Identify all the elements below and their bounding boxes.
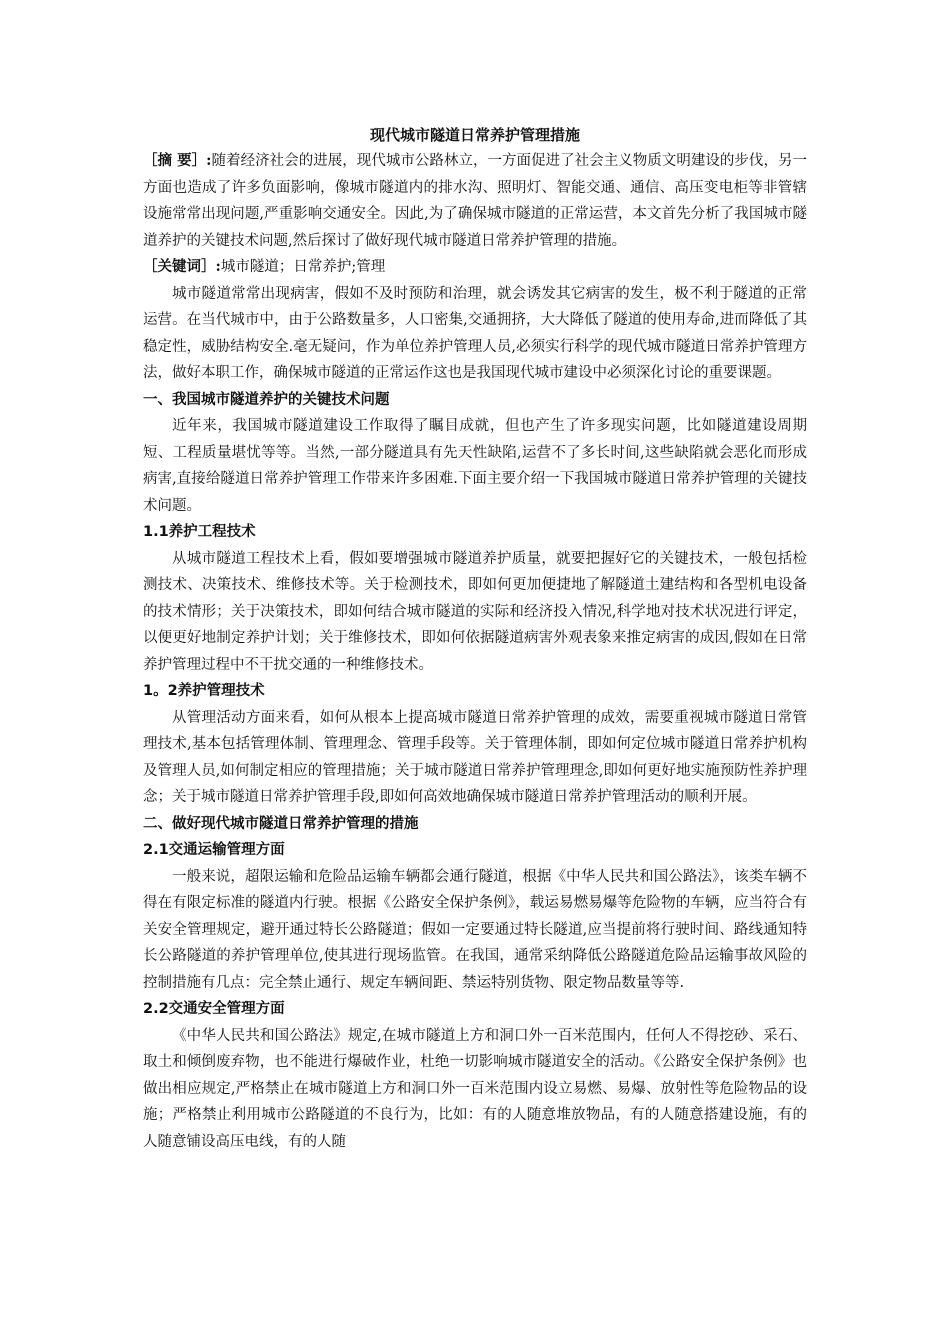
- section-2-2-heading: 2.2交通安全管理方面: [143, 1001, 285, 1017]
- section-2-heading: 二、做好现代城市隧道日常养护管理的措施: [143, 815, 419, 832]
- abstract-text: 随着经济社会的进展，现代城市公路林立，一方面促进了社会主义物质文明建设的步伐，另一方面也造成了许多负面影响，像城市隧道内的排水沟、照明灯、智能交通、通信、高压变电柜等非管辖设施常常出现问题,严重影响交通安全。因此,为了确保城市隧道的正常运营，本文首先分析了我国城市隧道养护的关键技术问题,然后探讨了做好现代城市隧道日常养护管理的措施。: [143, 153, 808, 249]
- section-1-paragraph: 近年来，我国城市隧道建设工作取得了瞩目成就，但也产生了许多现实问题，比如隧道建设周期短、工程质量堪忧等等。当然,一部分隧道具有先天性缺陷,运营不了多长时间,这些缺陷就会恶化而形成病害,直接给隧道日常养护管理工作带来许多困难.下面主要介绍一下我国城市隧道日常养护管理的关键技术问题。: [143, 418, 807, 514]
- section-1-2-paragraph: 从管理活动方面来看，如何从根本上提高城市隧道日常养护管理的成效，需要重视城市隧道日常管理技术,基本包括管理体制、管理理念、管理手段等。关于管理体制，即如何定位城市隧道日常养护机构及管理人员,如何制定相应的管理措施；关于城市隧道日常养护管理理念,即如何更好地实施预防性养护理念；关于城市隧道日常养护管理手段,即如何高效地确保城市隧道日常养护管理活动的顺利开展。: [143, 709, 807, 805]
- keywords-text: 城市隧道；日常养护;管理: [220, 259, 386, 275]
- keywords-label: ［关键词］:: [143, 258, 221, 275]
- section-2-2-paragraph: 《中华人民共和国公路法》规定,在城市隧道上方和洞口外一百米范围内，任何人不得挖砂、采石、取土和倾倒废弃物，也不能进行爆破作业，杜绝一切影响城市隧道安全的活动。《公路安全保护条例》也做出相应规定,严格禁止在城市隧道上方和洞口外一百米范围内设立易燃、易爆、放射性等危险物品的设施；严格禁止利用城市公路隧道的不良行为，比如：有的人随意堆放物品，有的人随意搭建设施，有的人随意铺设高压电线，有的人随: [143, 1027, 807, 1150]
- abstract-paragraph: [143, 148, 807, 254]
- document-page: [143, 122, 807, 1155]
- section-2-1-paragraph: 一般来说，超限运输和危险品运输车辆都会通行隧道，根据《中华人民共和国公路法》，该类车辆不得在有限定标准的隧道内行驶。根据《公路安全保护条例》，载运易燃易爆等危险物的车辆，应当符合有关安全管理规定，避开通过特长公路隧道；假如一定要通过特长隧道,应当提前将行驶时间、路线通知特长公路隧道的养护管理单位,使其进行现场监管。在我国，通常采纳降低公路隧道危险品运输事故风险的控制措施有几点：完全禁止通行、规定车辆间距、禁运特别货物、限定物品数量等等.: [143, 868, 807, 991]
- document-title: 现代城市隧道日常养护管理措施: [369, 126, 580, 144]
- intro-paragraph: 城市隧道常常出现病害，假如不及时预防和治理，就会诱发其它病害的发生，极不利于隧道的正常运营。在当代城市中，由于公路数量多，人口密集,交通拥挤，大大降低了隧道的使用寿命,进而降低了其稳定性，威胁结构安全.毫无疑问，作为单位养护管理人员,必须实行科学的现代城市隧道日常养护管理方法，做好本职工作，确保城市隧道的正常运作这也是我国现代城市建设中必须深化讨论的重要课题。: [143, 285, 807, 381]
- keywords-paragraph: [143, 254, 807, 281]
- section-1-1-paragraph: 从城市隧道工程技术上看，假如要增强城市隧道养护质量，就要把握好它的关键技术，一般包括检测技术、决策技术、维修技术等。关于检测技术，即如何更加便捷地了解隧道土建结构和各型机电设备的技术情形；关于决策技术，即如何结合城市隧道的实际和经济投入情况,科学地对技术状况进行评定，以便更好地制定养护计划；关于维修技术，即如何依据隧道病害外观表象来推定病害的成因,假如在日常养护管理过程中不干扰交通的一种维修技术。: [143, 550, 807, 673]
- section-2-1-heading: 2.1交通运输管理方面: [143, 842, 285, 858]
- abstract-label: ［摘 要］:: [143, 152, 212, 169]
- section-1-heading: 一、我国城市隧道养护的关键技术问题: [143, 391, 390, 408]
- section-1-1-heading: 1.1养护工程技术: [143, 524, 256, 540]
- section-1-2-heading: 1。2养护管理技术: [143, 683, 265, 699]
